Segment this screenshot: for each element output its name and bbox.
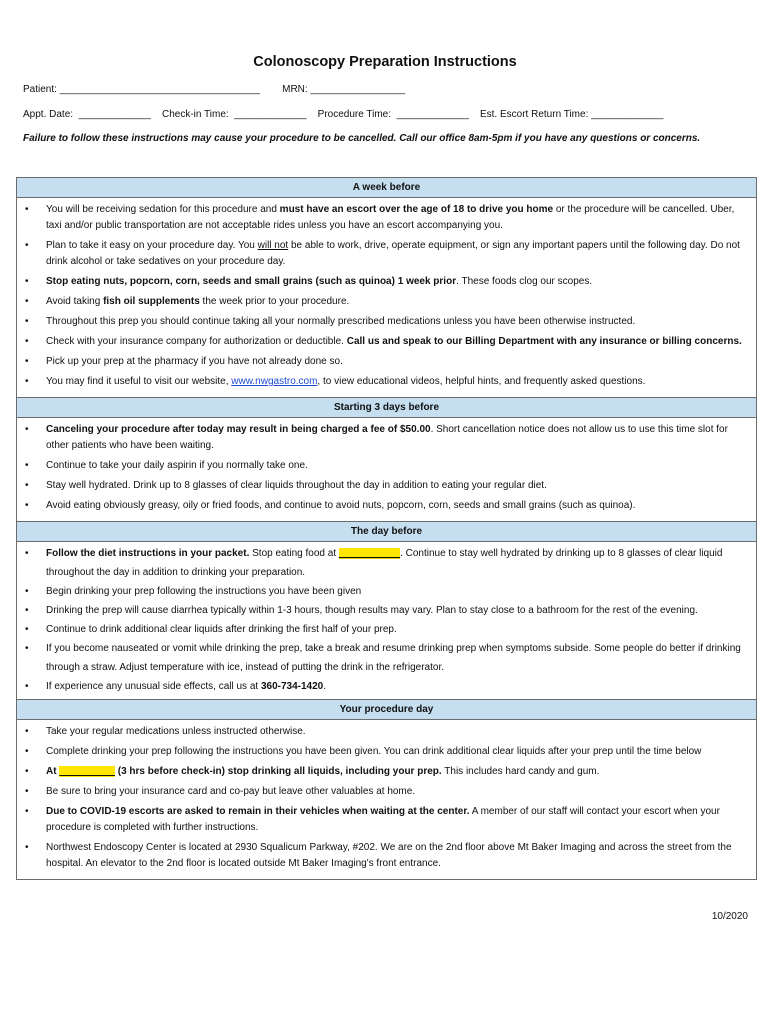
bullet-icon: • (25, 500, 29, 511)
list-item: • You will be receiving sedation for this procedure and must have an escort over the age of 18 to drive you home or the procedure will be cancelled. Uber, taxi and/or public transportation are not acceptable rides unless you have an escort accompanying you. (25, 204, 735, 231)
bullet-icon: • (25, 726, 29, 737)
list-item: • Canceling your procedure after today may result in being charged a fee of $50.00. Short cancellation notice does not allow us to use this time slot for other patients who have been waiting. (25, 424, 728, 451)
section-day-before (17, 541, 756, 699)
list-item: • Drinking the prep will cause diarrhea typically within 1-3 hours, though results may vary. Plan to stay close to a bathroom for the rest of the evening. (17, 601, 756, 620)
bullet-icon: • (25, 336, 29, 347)
list-item: • Continue to take your daily aspirin if you normally take one. (17, 458, 756, 474)
website-link[interactable]: www.nwgastro.com (231, 376, 318, 387)
instructions-table (16, 177, 757, 880)
bullet-icon: • (25, 746, 29, 757)
bullet-icon: • (25, 316, 29, 327)
list-item: • Take your regular medications unless instructed otherwise. (17, 724, 756, 740)
list-item: • Stop eating nuts, popcorn, corn, seeds and small grains (such as quinoa) 1 week prior. These foods clog our scopes. (17, 274, 756, 290)
section-procedure-day (17, 719, 756, 879)
bullet-icon: • (25, 460, 29, 471)
section-week-before (17, 197, 756, 397)
list-item: • Complete drinking your prep following the instructions you have been given. You can drink additional clear liquids after your prep until the time below (17, 744, 756, 760)
list-item: • Avoid eating obviously greasy, oily or fried foods, and continue to avoid nuts, popcorn, corn, seeds and small grains (such as quinoa). (17, 498, 756, 514)
bullet-icon: • (25, 605, 29, 616)
bullet-icon: • (25, 548, 29, 559)
patient-mrn-line: Patient: ____________________________________ MRN: _________________ (23, 84, 406, 95)
list-item: • Due to COVID-19 escorts are asked to remain in their vehicles when waiting at the center. A member of our staff will contact your escort when your procedure is completed with further instructions. (25, 806, 720, 833)
appointment-times-line: Appt. Date: _____________ Check-in Time: _____________ Procedure Time: _____________ Est. Escort Return Time: _____________ (23, 109, 664, 120)
list-item: • Avoid taking fish oil supplements the week prior to your procedure. (17, 294, 756, 310)
section-heading-procedure-day: Your procedure day (17, 699, 756, 719)
bullet-icon: • (25, 786, 29, 797)
bullet-icon: • (25, 586, 29, 597)
list-item: • Northwest Endoscopy Center is located at 2930 Squalicum Parkway, #202. We are on the 2nd floor above Mt Baker Imaging and across the street from the hospital. An elevator to the 2nd floor is located outside Mt Baker Imaging's front entrance. (25, 842, 732, 869)
bullet-icon: • (25, 204, 29, 215)
bullet-icon: • (25, 376, 29, 387)
bullet-icon: • (25, 643, 29, 654)
section-heading-day-before: The day before (17, 521, 756, 541)
bullet-icon: • (25, 842, 29, 853)
stop-liquids-time-blank: __________ (59, 766, 115, 777)
list-item: • If experience any unusual side effects, call us at 360-734-1420. (17, 677, 756, 696)
bullet-icon: • (25, 624, 29, 635)
list-item: • Pick up your prep at the pharmacy if you have not already done so. (17, 354, 756, 370)
cancellation-warning: Failure to follow these instructions may cause your procedure to be cancelled. Call our office 8am-5pm if you have any questions or concerns. (23, 133, 701, 144)
page-title: Colonoscopy Preparation Instructions (253, 54, 517, 70)
list-item: • Follow the diet instructions in your packet. Stop eating food at ___________. Continue to stay well hydrated by drinking up to 8 glasses of clear liquid throughout the day in addition to drinking your preparation. (17, 544, 756, 582)
section-heading-3-days-before: Starting 3 days before (17, 397, 756, 417)
list-item: • Stay well hydrated. Drink up to 8 glasses of clear liquids throughout the day in addition to eating your regular diet. (17, 478, 756, 494)
bullet-icon: • (25, 424, 29, 435)
list-item: • Continue to drink additional clear liquids after drinking the first half of your prep. (17, 620, 756, 639)
office-phone: 360-734-1420 (260, 681, 324, 692)
bullet-icon: • (25, 806, 29, 817)
list-item: • If you become nauseated or vomit while drinking the prep, take a break and resume drinking prep when symptoms subside. Some people do better if drinking through a straw. Adjust temperature with ice, instead of putting the drink in the refrigerator. (17, 639, 756, 677)
bullet-icon: • (25, 276, 29, 287)
list-item: • Check with your insurance company for authorization or deductible. Call us and speak to our Billing Department with any insurance or billing concerns. (17, 334, 756, 350)
list-item: • Begin drinking your prep following the instructions you have been given (17, 582, 756, 601)
bullet-icon: • (25, 766, 29, 777)
bullet-icon: • (25, 296, 29, 307)
list-item: • Plan to take it easy on your procedure day. You will not be able to work, drive, operate equipment, or sign any important papers until the following day. Do not drink alcohol or take sedatives on your procedure day. (25, 240, 740, 267)
list-item: • Be sure to bring your insurance card and co-pay but leave other valuables at home. (17, 784, 756, 800)
bullet-icon: • (25, 356, 29, 367)
section-3-days-before (17, 417, 756, 521)
revision-date: 10/2020 (711, 911, 748, 922)
section-heading-week-before: A week before (17, 178, 756, 197)
bullet-icon: • (25, 240, 29, 251)
list-item: • Throughout this prep you should continue taking all your normally prescribed medications unless you have been otherwise instructed. (17, 314, 756, 330)
stop-eating-time-blank: ___________ (338, 548, 401, 559)
bullet-icon: • (25, 480, 29, 491)
list-item: • You may find it useful to visit our website, www.nwgastro.com, to view educational videos, helpful hints, and frequently asked questions. (17, 374, 756, 390)
bullet-icon: • (25, 681, 29, 692)
list-item: • At __________ (3 hrs before check-in) stop drinking all liquids, including your prep. This includes hard candy and gum. (17, 764, 756, 780)
